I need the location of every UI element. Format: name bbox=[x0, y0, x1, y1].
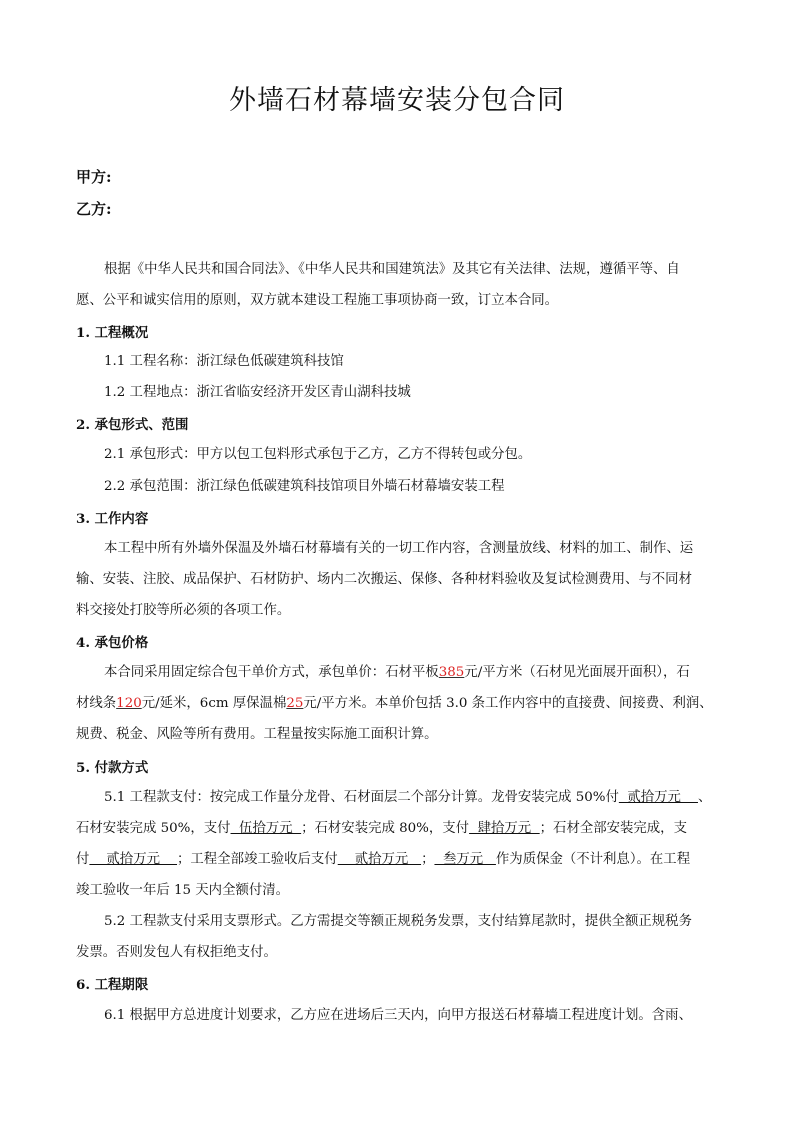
section-5-text: 石材安装完成 50%，支付 bbox=[76, 821, 231, 836]
section-2-item-1: 2.1 承包形式：甲方以包工包料形式承包于乙方，乙方不得转包或分包。 bbox=[104, 447, 532, 462]
section-5-line-3 bbox=[76, 850, 716, 870]
section-5-text: 作为质保金（不计利息）。在工程 bbox=[495, 852, 691, 867]
section-5-text: ； bbox=[421, 852, 435, 867]
stone-slab-price: 385 bbox=[438, 665, 465, 680]
payment-amount-3: 肆拾万元 bbox=[469, 821, 540, 836]
section-4-text: 元/平方米。本单价包括 3.0 条工作内容中的直接费、间接费、利润、 bbox=[303, 696, 713, 711]
section-3-line-2: 输、安装、注胶、成品保护、石材防护、场内二次搬运、保修、各种材料验收及复试检测费用、与不同材 bbox=[76, 572, 692, 587]
section-4-line-1 bbox=[104, 663, 716, 683]
section-5-text: ；工程全部竣工验收后支付 bbox=[177, 852, 338, 867]
payment-amount-5: 贰拾万元 bbox=[337, 852, 422, 867]
stone-line-price: 120 bbox=[116, 696, 142, 711]
payment-amount-1: 贰拾万元 bbox=[618, 790, 698, 805]
insulation-price: 25 bbox=[286, 696, 304, 711]
document-title: 外墙石材幕墙安装分包合同 bbox=[229, 85, 565, 116]
section-1-item-1: 1.1 工程名称：浙江绿色低碳建筑科技馆 bbox=[104, 354, 344, 369]
payment-amount-2: 伍拾万元 bbox=[230, 821, 302, 836]
section-6-heading: 6. 工程期限 bbox=[76, 977, 149, 993]
section-5-text: 5.1 工程款支付：按完成工作量分龙骨、石材面层二个部分计算。龙骨安装完成 50%付 bbox=[104, 790, 619, 805]
section-4-text: 本合同采用固定综合包干单价方式，承包单价：石材平板 bbox=[104, 665, 439, 680]
section-5-heading: 5. 付款方式 bbox=[76, 760, 149, 776]
section-2-item-2: 2.2 承包范围：浙江绿色低碳建筑科技馆项目外墙石材幕墙安装工程 bbox=[104, 479, 505, 494]
section-4-text: 材线条 bbox=[76, 696, 117, 711]
warranty-deposit: 叁万元 bbox=[434, 852, 496, 867]
section-4-heading: 4. 承包价格 bbox=[76, 635, 149, 651]
intro-line-2: 愿、公平和诚实信用的原则，双方就本建设工程施工事项协商一致，订立本合同。 bbox=[76, 293, 559, 308]
section-4-text: 元/延米，6cm 厚保温棉 bbox=[141, 696, 287, 711]
section-5-text: 付 bbox=[76, 852, 90, 867]
section-5-line-4: 竣工验收一年后 15 天内全额付清。 bbox=[76, 883, 290, 898]
section-5-text: ；石材安装完成 80%，支付 bbox=[301, 821, 470, 836]
party-b-label: 乙方: bbox=[76, 200, 112, 218]
section-6-line-1: 6.1 根据甲方总进度计划要求，乙方应在进场后三天内，向甲方报送石材幕墙工程进度计划。含雨、 bbox=[104, 1008, 692, 1023]
section-3-heading: 3. 工作内容 bbox=[76, 511, 149, 527]
section-5-text: ；石材全部安装完成，支 bbox=[539, 821, 687, 836]
section-4-line-2 bbox=[76, 694, 716, 714]
payment-amount-4: 贰拾万元 bbox=[89, 852, 178, 867]
section-2-heading: 2. 承包形式、范围 bbox=[76, 417, 189, 433]
section-1-item-2: 1.2 工程地点：浙江省临安经济开发区青山湖科技城 bbox=[104, 385, 411, 400]
section-5-line-1 bbox=[104, 788, 716, 808]
section-5-text: 、 bbox=[697, 790, 712, 805]
section-1-heading: 1. 工程概况 bbox=[76, 325, 149, 341]
section-5-line-2 bbox=[76, 819, 716, 839]
section-4-line-3: 规费、税金、风险等所有费用。工程量按实际施工面积计算。 bbox=[76, 727, 438, 742]
section-3-line-3: 料交接处打胶等所必须的各项工作。 bbox=[76, 603, 291, 618]
intro-line-1: 根据《中华人民共和国合同法》、《中华人民共和国建筑法》及其它有关法律、法规，遵循平等、自 bbox=[104, 262, 680, 277]
section-5-line-5: 5.2 工程款支付采用支票形式。乙方需提交等额正规税务发票，支付结算尾款时，提供全额正规税务 bbox=[104, 914, 692, 929]
section-3-line-1: 本工程中所有外墙外保温及外墙石材幕墙有关的一切工作内容，含测量放线、材料的加工、制作、运 bbox=[104, 541, 694, 556]
section-5-line-6: 发票。否则发包人有权拒绝支付。 bbox=[76, 945, 277, 960]
section-4-text: 元/平方米（石材见光面展开面积），石 bbox=[464, 665, 690, 680]
party-a-label: 甲方: bbox=[76, 168, 112, 186]
